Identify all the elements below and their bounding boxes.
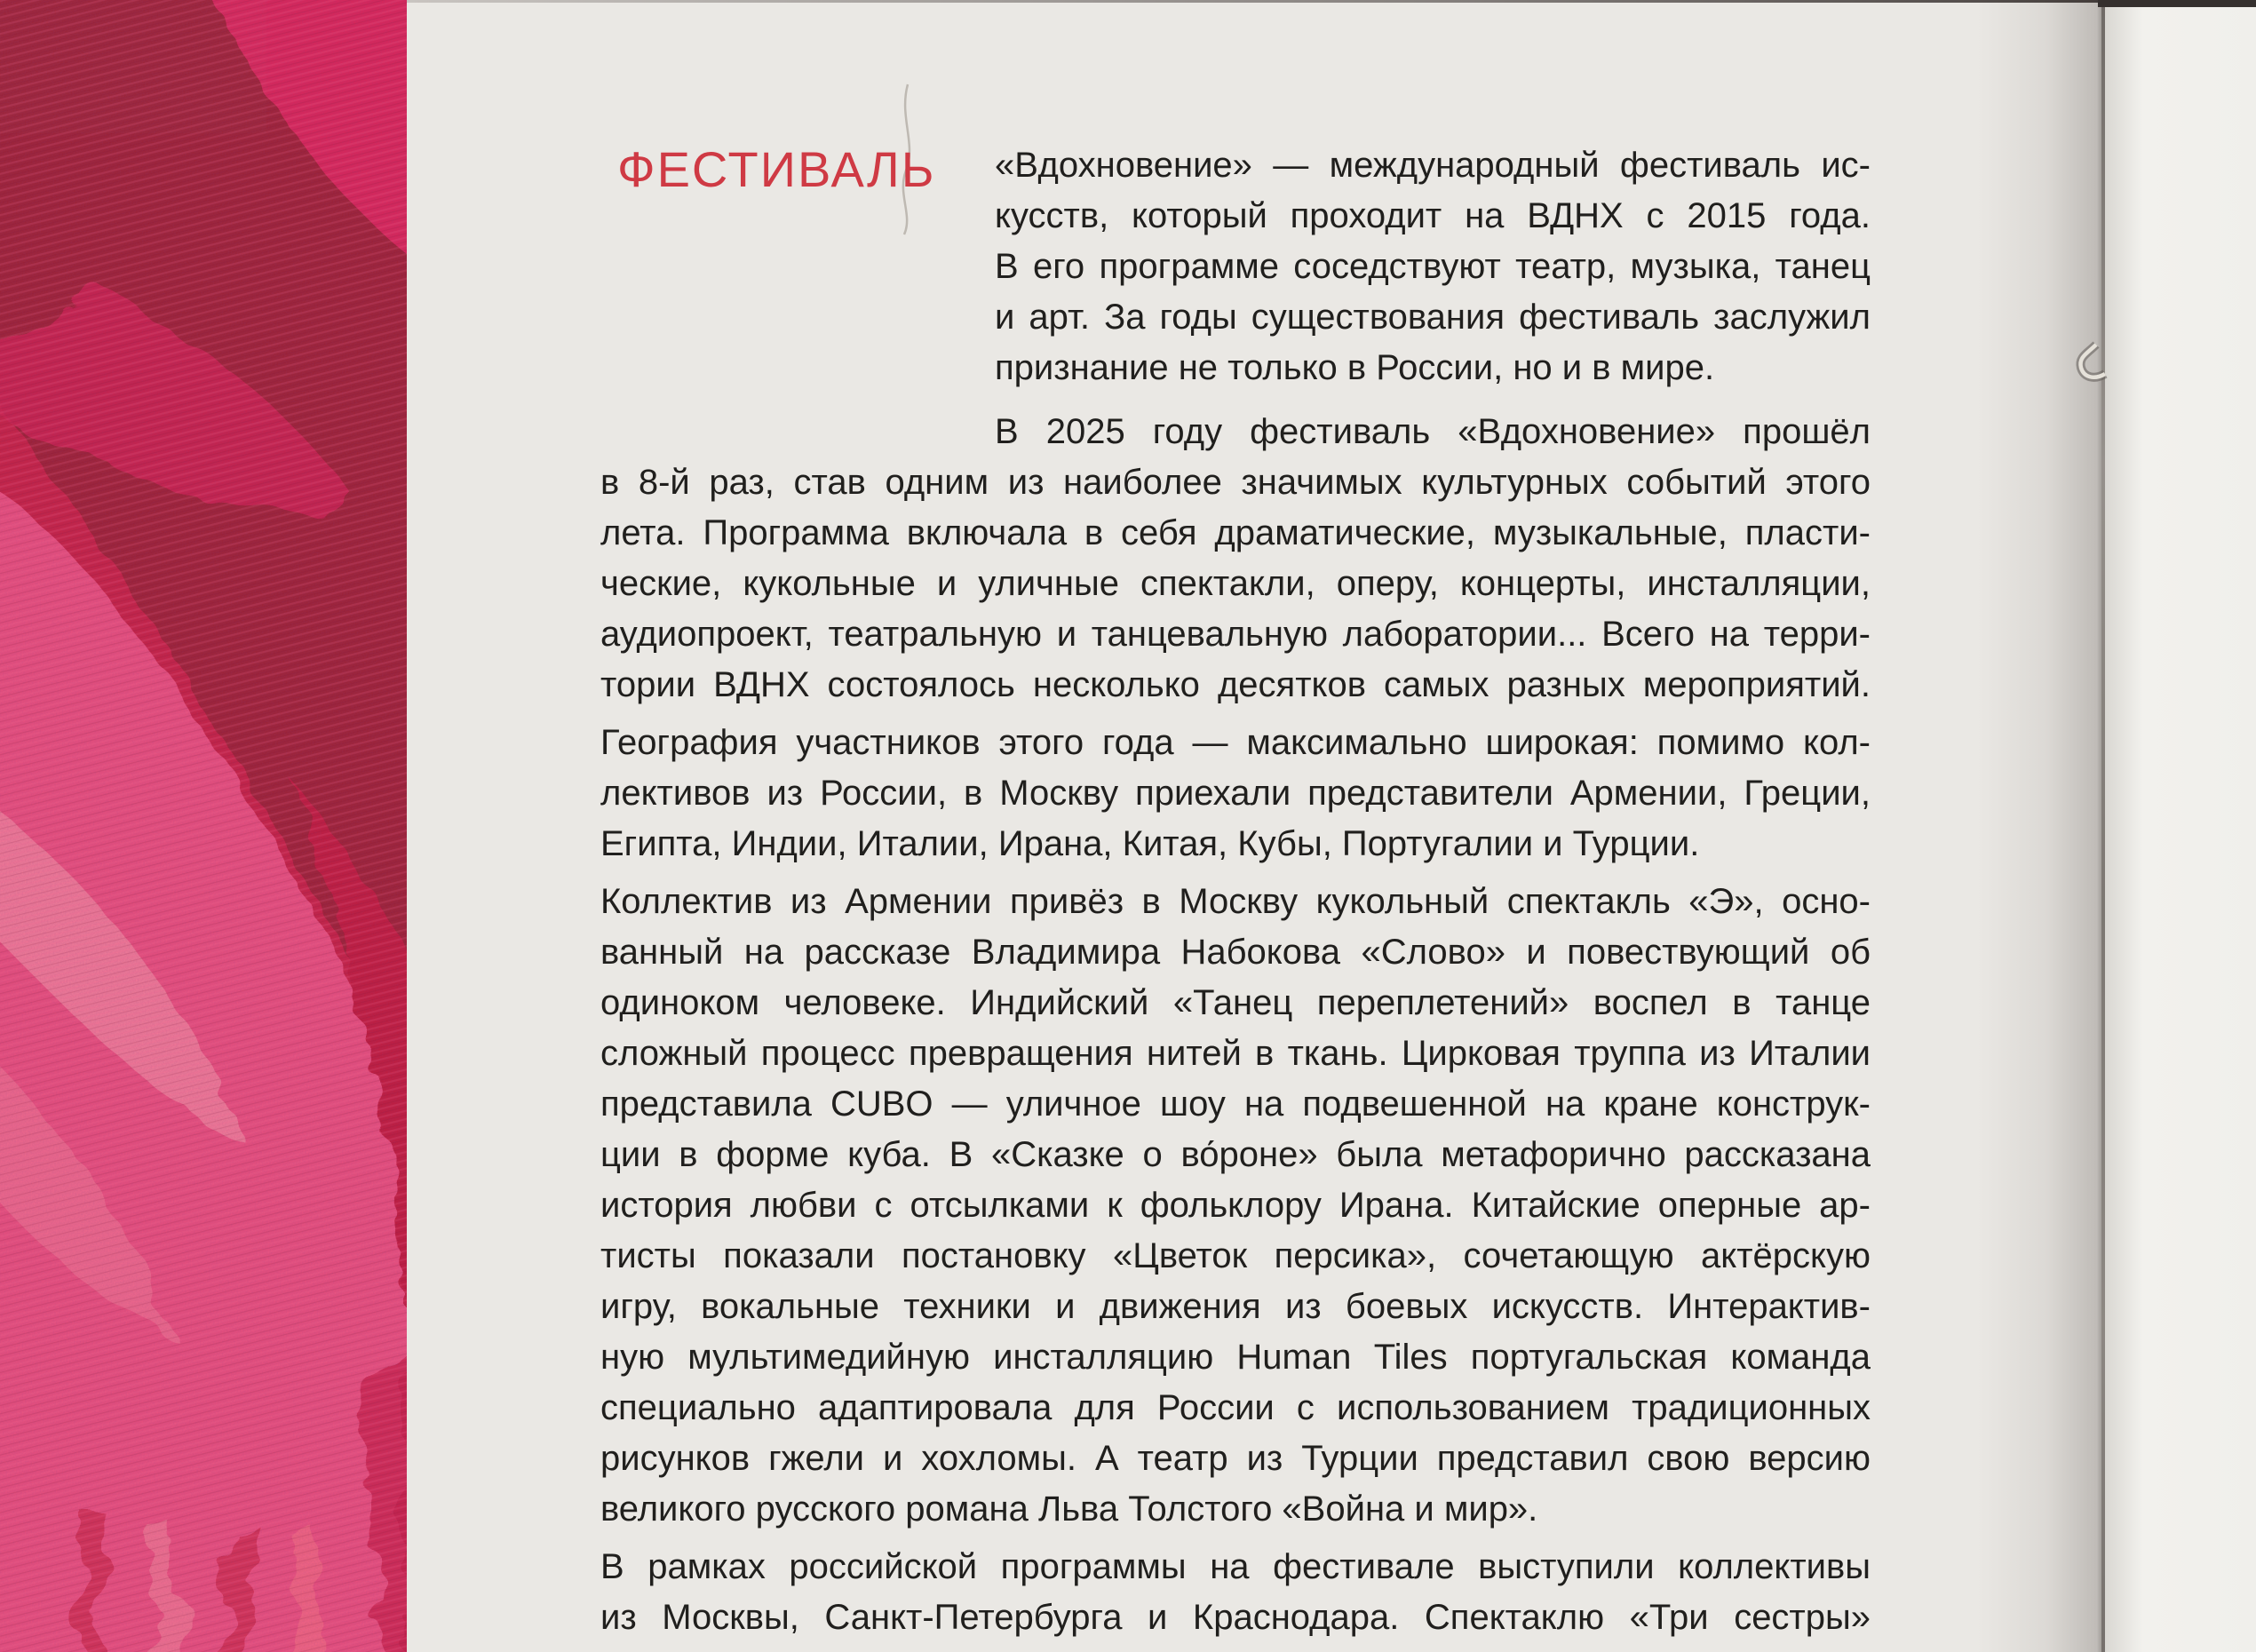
article-text bbox=[600, 140, 1871, 1643]
text-line: География участников этого года — максимально широкая: помимо кол- bbox=[600, 723, 1871, 762]
paragraph bbox=[600, 718, 1871, 870]
text-line: тисты показали постановку «Цветок персика», сочетающую актёрскую bbox=[600, 1236, 1871, 1275]
left-page-artwork bbox=[0, 0, 407, 1652]
next-page-edge bbox=[2105, 0, 2256, 1652]
page-top-corner-shadow bbox=[2098, 0, 2256, 7]
text-line: великого русского романа Льва Толстого «Война и мир». bbox=[600, 1489, 1538, 1529]
page-top-edge bbox=[407, 0, 2256, 3]
paragraph bbox=[600, 1542, 1871, 1643]
section-heading: ФЕСТИВАЛЬ bbox=[617, 141, 936, 197]
text-line: тории ВДНХ состоялось несколько десятков самых разных мероприятий. bbox=[600, 665, 1871, 704]
text-line: кусств, который проходит на ВДНХ с 2015 года. bbox=[995, 196, 1871, 235]
paragraph bbox=[995, 140, 1871, 393]
text-line: ческие, кукольные и уличные спектакли, оперу, концерты, инсталляции, bbox=[600, 564, 1871, 603]
text-line: в 8-й раз, став одним из наиболее значимых культурных событий этого bbox=[600, 463, 1871, 502]
text-line: представила CUBO — уличное шоу на подвешенной на кране конструк- bbox=[600, 1084, 1871, 1124]
text-line: рисунков гжели и хохломы. А театр из Турции представил свою версию bbox=[600, 1439, 1871, 1478]
text-line: из Москвы, Санкт-Петербурга и Краснодара. Спектаклю «Три сестры» bbox=[600, 1598, 1871, 1637]
abstract-red-painting bbox=[0, 0, 407, 1652]
text-line: Коллектив из Армении привёз в Москву кукольный спектакль «Э», осно- bbox=[600, 882, 1871, 921]
text-line: специально адаптировала для России с использованием традиционных bbox=[600, 1388, 1871, 1427]
text-line: игру, вокальные техники и движения из боевых искусств. Интерактив- bbox=[600, 1287, 1871, 1326]
text-line: и арт. За годы существования фестиваль заслужил bbox=[995, 298, 1871, 337]
text-line: сложный процесс превращения нитей в ткань. Цирковая труппа из Италии bbox=[600, 1034, 1871, 1073]
text-line: В его программе соседствуют театр, музыка, танец bbox=[995, 247, 1871, 286]
text-line: лективов из России, в Москву приехали представители Армении, Греции, bbox=[600, 774, 1871, 813]
text-line: одиноком человеке. Индийский «Танец переплетений» воспел в танце bbox=[600, 983, 1871, 1022]
text-line: признание не только в России, но и в мире. bbox=[995, 348, 1715, 387]
text-line: «Вдохновение» — международный фестиваль ис- bbox=[995, 146, 1871, 185]
spine-gutter-shadow bbox=[1976, 0, 2103, 1652]
paragraph bbox=[600, 877, 1871, 1535]
text-line: лета. Программа включала в себя драматические, музыкальные, пласти- bbox=[600, 513, 1871, 552]
text-line: история любви с отсылками к фольклору Ирана. Китайские оперные ар- bbox=[600, 1186, 1871, 1225]
text-line: аудиопроект, театральную и танцевальную лаборатории... Всего на терри- bbox=[600, 615, 1871, 654]
text-line: В 2025 году фестиваль «Вдохновение» прошёл bbox=[995, 412, 1871, 451]
text-line: В рамках российской программы на фестивале выступили коллективы bbox=[600, 1547, 1871, 1586]
text-line: Египта, Индии, Италии, Ирана, Китая, Кубы, Португалии и Турции. bbox=[600, 824, 1700, 863]
text-line: ции в форме куба. В «Сказке о во́роне» была метафорично рассказана bbox=[600, 1135, 1871, 1174]
text-line: ванный на рассказе Владимира Набокова «Слово» и повествующий об bbox=[600, 933, 1871, 972]
text-line: ную мультимедийную инсталляцию Human Tiles португальская команда bbox=[600, 1338, 1871, 1377]
paragraph bbox=[600, 407, 1871, 711]
spine-fold-line bbox=[2101, 0, 2105, 1652]
